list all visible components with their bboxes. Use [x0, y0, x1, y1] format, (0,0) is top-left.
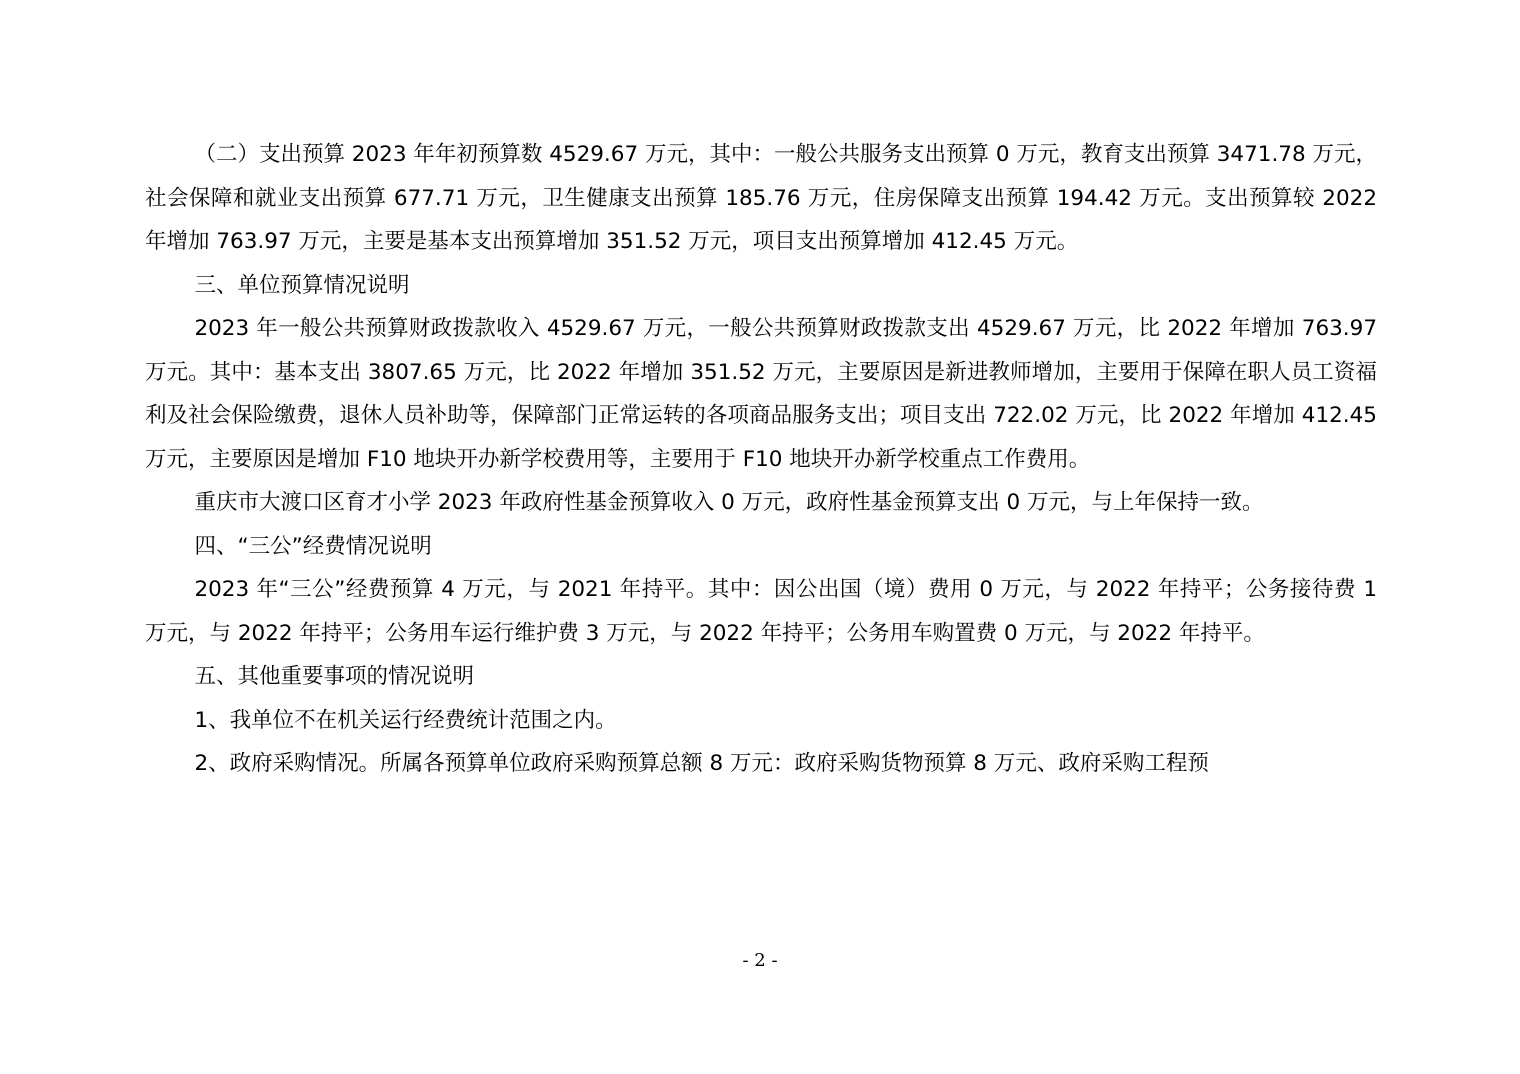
other-matters-item-2: 2、政府采购情况。所属各预算单位政府采购预算总额 8 万元：政府采购货物预算 8 万元、政府采购工程预: [194, 751, 1209, 776]
document-body: [145, 133, 1377, 786]
expenditure-budget-paragraph: （二）支出预算 2023 年年初预算数 4529.67 万元，其中：一般公共服务支出预算 0 万元，教育支出预算 3471.78 万元，社会保障和就业支出预算 677.71 万元，卫生健康支出预算 185.76 万元，住房保障支出预算 194.42 万元。支出预算较 2022 年增加 763.97 万元，主要是基本支出预算增加 351.52 万元，项目支出预算增加 412.45 万元。: [145, 142, 1377, 254]
section-heading-other-matters: 五、其他重要事项的情况说明: [194, 664, 474, 689]
section-heading-unit-budget: 三、单位预算情况说明: [194, 272, 410, 298]
general-budget-paragraph: 2023 年一般公共预算财政拨款收入 4529.67 万元，一般公共预算财政拨款支出 4529.67 万元，比 2022 年增加 763.97 万元。其中：基本支出 3807.65 万元，比 2022 年增加 351.52 万元，主要原因是新进教师增加，主要用于保障在职人员工资福利及社会保险缴费，退休人员补助等，保障部门正常运转的各项商品服务支出；项目支出 722.02 万元，比 2022 年增加 412.45 万元，主要原因是增加 F10 地块开办新学校费用等，主要用于 F10 地块开办新学校重点工作费用。: [145, 316, 1377, 472]
section-heading-three-public: 四、“三公”经费情况说明: [194, 533, 432, 559]
page-number: - 2 -: [742, 950, 778, 971]
government-fund-paragraph: 重庆市大渡口区育才小学 2023 年政府性基金预算收入 0 万元，政府性基金预算支出 0 万元，与上年保持一致。: [194, 490, 1264, 515]
other-matters-item-1: 1、我单位不在机关运行经费统计范围之内。: [194, 707, 617, 733]
three-public-paragraph: 2023 年“三公”经费预算 4 万元，与 2021 年持平。其中：因公出国（境）费用 0 万元，与 2022 年持平；公务接待费 1 万元，与 2022 年持平；公务用车运行维护费 3 万元，与 2022 年持平；公务用车购置费 0 万元，与 2022 年持平。: [145, 577, 1377, 646]
